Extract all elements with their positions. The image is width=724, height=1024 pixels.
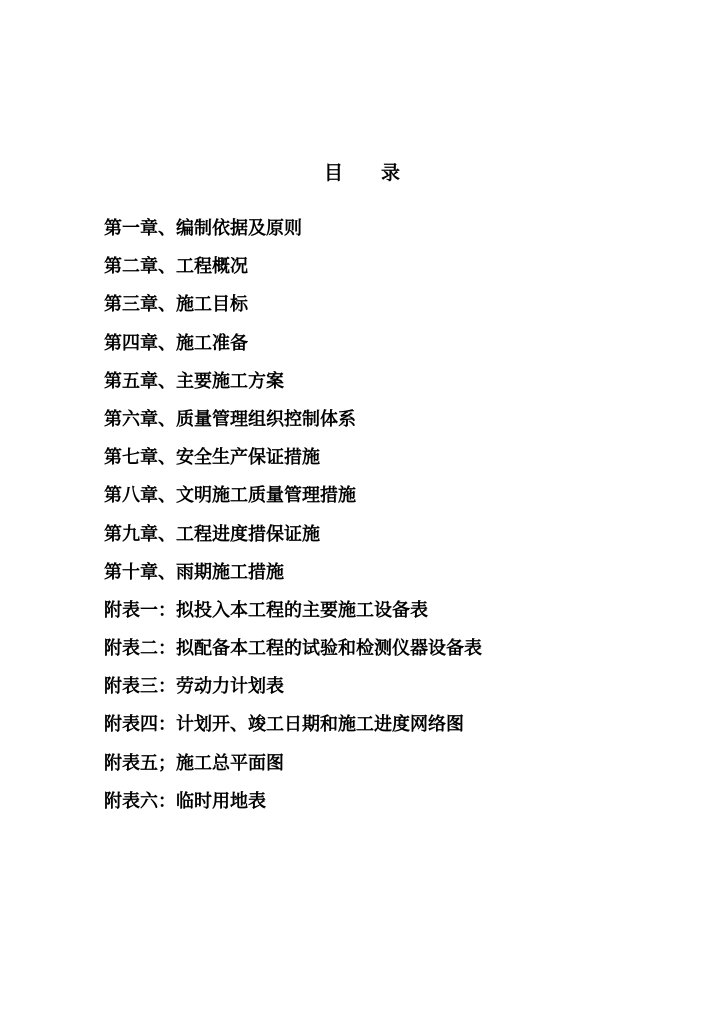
toc-entry: 附表三：劳动力计划表 bbox=[104, 676, 284, 698]
toc-entry: 第九章、工程进度措保证施 bbox=[104, 523, 320, 545]
toc-entry: 附表五；施工总平面图 bbox=[104, 752, 284, 774]
toc-entry: 第十章、雨期施工措施 bbox=[104, 561, 284, 583]
toc-entry: 附表六：临时用地表 bbox=[104, 790, 266, 812]
toc-entry: 第四章、施工准备 bbox=[104, 332, 248, 354]
toc-entry: 第三章、施工目标 bbox=[104, 294, 248, 316]
toc-entry: 附表四：计划开、竣工日期和施工进度网络图 bbox=[104, 714, 464, 736]
toc-entry: 第七章、安全生产保证措施 bbox=[104, 447, 320, 469]
toc-entry: 第八章、文明施工质量管理措施 bbox=[104, 485, 356, 507]
toc-entry: 第一章、编制依据及原则 bbox=[104, 218, 302, 239]
toc-entry: 附表二：拟配备本工程的试验和检测仪器设备表 bbox=[104, 638, 482, 660]
toc-title: 目 录 bbox=[323, 162, 400, 184]
toc-entry: 第六章、质量管理组织控制体系 bbox=[104, 408, 356, 430]
toc-entry: 附表一：拟投入本工程的主要施工设备表 bbox=[104, 599, 428, 621]
toc-list bbox=[104, 214, 482, 825]
toc-entry: 第五章、主要施工方案 bbox=[104, 370, 284, 392]
toc-entry: 第二章、工程概况 bbox=[104, 256, 248, 278]
